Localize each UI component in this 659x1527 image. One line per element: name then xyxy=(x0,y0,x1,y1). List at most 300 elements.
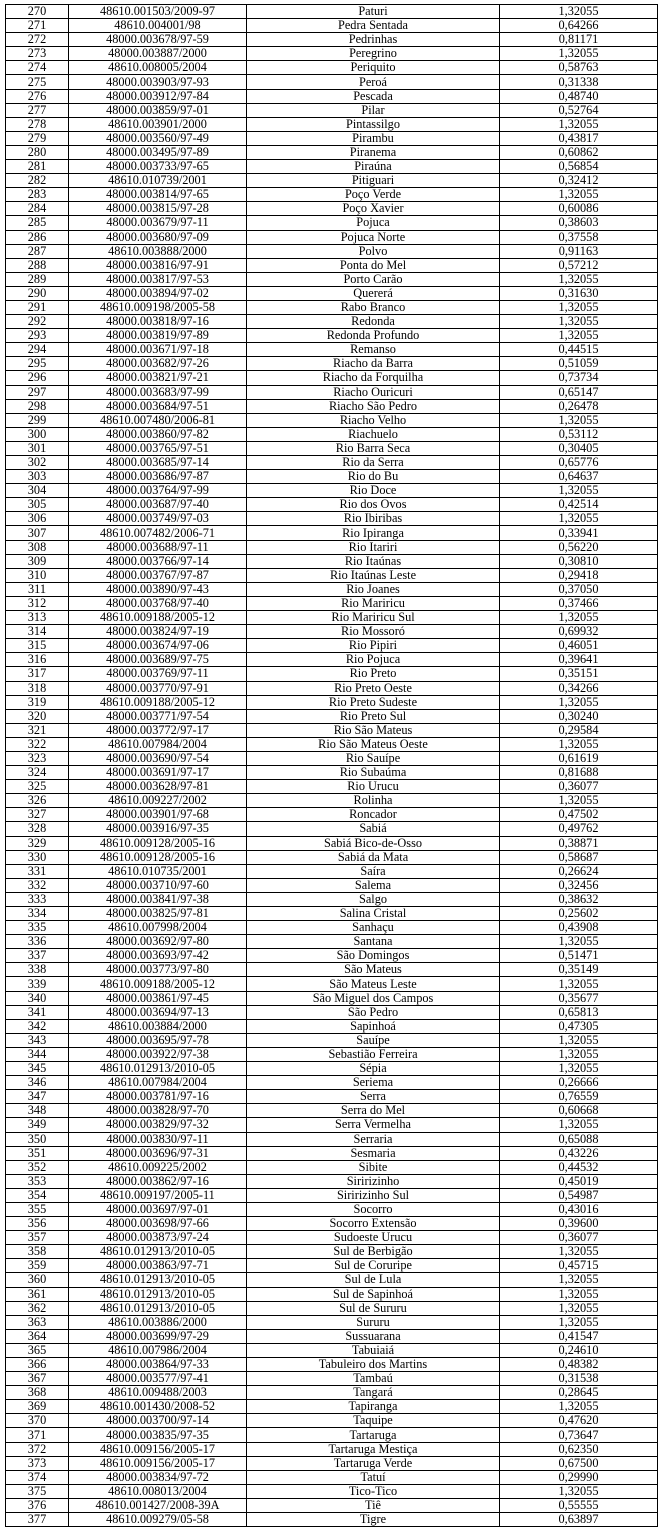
row-number-cell: 315 xyxy=(6,639,69,653)
row-number-cell: 354 xyxy=(6,1188,69,1202)
field-name-cell: Rio Mossoró xyxy=(247,625,500,639)
row-number-cell: 327 xyxy=(6,808,69,822)
row-number-cell: 282 xyxy=(6,174,69,188)
process-number-cell: 48610.001427/2008-39A xyxy=(69,1498,247,1512)
value-cell: 1,32055 xyxy=(500,794,658,808)
process-number-cell: 48610.010739/2001 xyxy=(69,174,247,188)
row-number-cell: 271 xyxy=(6,19,69,33)
value-cell: 1,32055 xyxy=(500,977,658,991)
value-cell: 1,32055 xyxy=(500,272,658,286)
table-row xyxy=(6,737,658,751)
value-cell: 0,65088 xyxy=(500,1132,658,1146)
table-row xyxy=(6,1217,658,1231)
process-number-cell: 48610.007984/2004 xyxy=(69,737,247,751)
value-cell: 0,36077 xyxy=(500,1231,658,1245)
value-cell: 0,51471 xyxy=(500,949,658,963)
row-number-cell: 374 xyxy=(6,1470,69,1484)
table-row xyxy=(6,5,658,19)
field-name-cell: Saíra xyxy=(247,864,500,878)
table-row xyxy=(6,625,658,639)
process-number-cell: 48000.003819/97-89 xyxy=(69,329,247,343)
process-number-cell: 48000.003862/97-16 xyxy=(69,1174,247,1188)
process-number-cell: 48000.003683/97-99 xyxy=(69,385,247,399)
field-name-cell: Tangará xyxy=(247,1386,500,1400)
field-name-cell: Sapinhoá xyxy=(247,1019,500,1033)
value-cell: 0,65776 xyxy=(500,456,658,470)
value-cell: 0,26478 xyxy=(500,399,658,413)
table-row xyxy=(6,1174,658,1188)
row-number-cell: 344 xyxy=(6,1047,69,1061)
process-number-cell: 48610.003884/2000 xyxy=(69,1019,247,1033)
field-name-cell: Remanso xyxy=(247,343,500,357)
value-cell: 0,60086 xyxy=(500,202,658,216)
row-number-cell: 353 xyxy=(6,1174,69,1188)
row-number-cell: 361 xyxy=(6,1287,69,1301)
row-number-cell: 309 xyxy=(6,554,69,568)
value-cell: 1,32055 xyxy=(500,935,658,949)
process-number-cell: 48000.003912/97-84 xyxy=(69,89,247,103)
row-number-cell: 326 xyxy=(6,794,69,808)
value-cell: 0,49762 xyxy=(500,822,658,836)
row-number-cell: 367 xyxy=(6,1372,69,1386)
table-row xyxy=(6,639,658,653)
value-cell: 0,62350 xyxy=(500,1442,658,1456)
row-number-cell: 318 xyxy=(6,681,69,695)
process-number-cell: 48000.003678/97-59 xyxy=(69,33,247,47)
value-cell: 0,44532 xyxy=(500,1160,658,1174)
table-row xyxy=(6,540,658,554)
value-cell: 0,48740 xyxy=(500,89,658,103)
table-row xyxy=(6,19,658,33)
row-number-cell: 351 xyxy=(6,1146,69,1160)
table-row xyxy=(6,1498,658,1512)
field-name-cell: Tabuiaiá xyxy=(247,1343,500,1357)
process-number-cell: 48610.009279/05-58 xyxy=(69,1513,247,1527)
value-cell: 0,60862 xyxy=(500,145,658,159)
value-cell: 0,57212 xyxy=(500,258,658,272)
process-number-cell: 48000.003863/97-71 xyxy=(69,1259,247,1273)
row-number-cell: 290 xyxy=(6,286,69,300)
value-cell: 1,32055 xyxy=(500,695,658,709)
row-number-cell: 332 xyxy=(6,878,69,892)
table-row xyxy=(6,582,658,596)
value-cell: 0,44515 xyxy=(500,343,658,357)
table-row xyxy=(6,160,658,174)
row-number-cell: 314 xyxy=(6,625,69,639)
value-cell: 0,35677 xyxy=(500,991,658,1005)
value-cell: 0,25602 xyxy=(500,907,658,921)
row-number-cell: 357 xyxy=(6,1231,69,1245)
row-number-cell: 289 xyxy=(6,272,69,286)
table-row xyxy=(6,554,658,568)
process-number-cell: 48000.003890/97-43 xyxy=(69,582,247,596)
process-number-cell: 48610.009488/2003 xyxy=(69,1386,247,1400)
process-number-cell: 48000.003768/97-40 xyxy=(69,596,247,610)
field-name-cell: Rio da Serra xyxy=(247,456,500,470)
table-row xyxy=(6,1202,658,1216)
field-name-cell: Rio Preto xyxy=(247,667,500,681)
field-name-cell: Peregrino xyxy=(247,47,500,61)
table-row xyxy=(6,1470,658,1484)
field-name-cell: Serra xyxy=(247,1090,500,1104)
value-cell: 0,28645 xyxy=(500,1386,658,1400)
field-name-cell: Sauípe xyxy=(247,1033,500,1047)
process-number-cell: 48000.003699/97-29 xyxy=(69,1329,247,1343)
field-name-cell: Serra do Mel xyxy=(247,1104,500,1118)
process-number-cell: 48610.008005/2004 xyxy=(69,61,247,75)
row-number-cell: 330 xyxy=(6,850,69,864)
row-number-cell: 333 xyxy=(6,892,69,906)
table-row xyxy=(6,258,658,272)
process-number-cell: 48610.003886/2000 xyxy=(69,1315,247,1329)
field-name-cell: Sanhaçu xyxy=(247,921,500,935)
table-row xyxy=(6,1273,658,1287)
table-row xyxy=(6,470,658,484)
field-name-cell: Sebastião Ferreira xyxy=(247,1047,500,1061)
row-number-cell: 288 xyxy=(6,258,69,272)
field-name-cell: Piranema xyxy=(247,145,500,159)
process-number-cell: 48000.003674/97-06 xyxy=(69,639,247,653)
field-name-cell: Sibite xyxy=(247,1160,500,1174)
value-cell: 0,43908 xyxy=(500,921,658,935)
row-number-cell: 320 xyxy=(6,709,69,723)
field-name-cell: Pitiguari xyxy=(247,174,500,188)
process-number-cell: 48000.003903/97-93 xyxy=(69,75,247,89)
row-number-cell: 372 xyxy=(6,1442,69,1456)
field-name-cell: Rolinha xyxy=(247,794,500,808)
value-cell: 0,30240 xyxy=(500,709,658,723)
row-number-cell: 291 xyxy=(6,300,69,314)
value-cell: 1,32055 xyxy=(500,117,658,131)
table-row xyxy=(6,188,658,202)
row-number-cell: 294 xyxy=(6,343,69,357)
field-name-cell: Tiê xyxy=(247,1498,500,1512)
row-number-cell: 311 xyxy=(6,582,69,596)
table-row xyxy=(6,935,658,949)
row-number-cell: 366 xyxy=(6,1358,69,1372)
field-name-cell: Pescada xyxy=(247,89,500,103)
table-row xyxy=(6,456,658,470)
process-number-cell: 48610.012913/2010-05 xyxy=(69,1273,247,1287)
table-row xyxy=(6,216,658,230)
row-number-cell: 358 xyxy=(6,1245,69,1259)
value-cell: 0,76559 xyxy=(500,1090,658,1104)
value-cell: 1,32055 xyxy=(500,1245,658,1259)
table-row xyxy=(6,568,658,582)
field-name-cell: Rio São Mateus Oeste xyxy=(247,737,500,751)
field-name-cell: Rio Joanes xyxy=(247,582,500,596)
process-number-cell: 48000.003679/97-11 xyxy=(69,216,247,230)
field-name-cell: Poço Verde xyxy=(247,188,500,202)
table-row xyxy=(6,75,658,89)
row-number-cell: 274 xyxy=(6,61,69,75)
field-name-cell: Rio Itariri xyxy=(247,540,500,554)
table-row xyxy=(6,272,658,286)
value-cell: 1,32055 xyxy=(500,188,658,202)
field-name-cell: Redonda Profundo xyxy=(247,329,500,343)
process-number-cell: 48000.003680/97-09 xyxy=(69,230,247,244)
row-number-cell: 363 xyxy=(6,1315,69,1329)
row-number-cell: 293 xyxy=(6,329,69,343)
table-row xyxy=(6,822,658,836)
table-row xyxy=(6,1033,658,1047)
table-row xyxy=(6,1372,658,1386)
process-number-cell: 48000.003861/97-45 xyxy=(69,991,247,1005)
field-name-cell: Sussuarana xyxy=(247,1329,500,1343)
value-cell: 0,38603 xyxy=(500,216,658,230)
process-number-cell: 48000.003821/97-21 xyxy=(69,371,247,385)
table-row xyxy=(6,977,658,991)
process-number-cell: 48000.003684/97-51 xyxy=(69,399,247,413)
row-number-cell: 373 xyxy=(6,1456,69,1470)
table-row xyxy=(6,1005,658,1019)
table-row xyxy=(6,1287,658,1301)
process-number-cell: 48000.003769/97-11 xyxy=(69,667,247,681)
table-row xyxy=(6,1076,658,1090)
value-cell: 0,53112 xyxy=(500,427,658,441)
process-number-cell: 48000.003841/97-38 xyxy=(69,892,247,906)
value-cell: 0,52764 xyxy=(500,103,658,117)
field-name-cell: Sul de Sururu xyxy=(247,1301,500,1315)
table-row xyxy=(6,1456,658,1470)
table-row xyxy=(6,315,658,329)
row-number-cell: 299 xyxy=(6,413,69,427)
field-name-cell: Pirambu xyxy=(247,131,500,145)
row-number-cell: 277 xyxy=(6,103,69,117)
table-row xyxy=(6,1019,658,1033)
value-cell: 0,73647 xyxy=(500,1428,658,1442)
field-name-cell: Sabiá da Mata xyxy=(247,850,500,864)
process-number-cell: 48610.009156/2005-17 xyxy=(69,1456,247,1470)
process-number-cell: 48000.003577/97-41 xyxy=(69,1372,247,1386)
table-row xyxy=(6,371,658,385)
value-cell: 1,32055 xyxy=(500,1118,658,1132)
value-cell: 1,32055 xyxy=(500,737,658,751)
value-cell: 1,32055 xyxy=(500,1287,658,1301)
table-row xyxy=(6,47,658,61)
value-cell: 0,30405 xyxy=(500,441,658,455)
field-name-cell: Ponta do Mel xyxy=(247,258,500,272)
value-cell: 0,33941 xyxy=(500,526,658,540)
value-cell: 0,43817 xyxy=(500,131,658,145)
field-name-cell: Pintassilgo xyxy=(247,117,500,131)
process-number-cell: 48000.003685/97-14 xyxy=(69,456,247,470)
process-number-cell: 48000.003824/97-19 xyxy=(69,625,247,639)
field-name-cell: Sudoeste Urucu xyxy=(247,1231,500,1245)
process-number-cell: 48000.003690/97-54 xyxy=(69,751,247,765)
value-cell: 0,65147 xyxy=(500,385,658,399)
table-row xyxy=(6,300,658,314)
value-cell: 0,64266 xyxy=(500,19,658,33)
value-cell: 0,36077 xyxy=(500,780,658,794)
value-cell: 1,32055 xyxy=(500,484,658,498)
field-name-cell: Rabo Branco xyxy=(247,300,500,314)
field-name-cell: São Mateus Leste xyxy=(247,977,500,991)
value-cell: 0,34266 xyxy=(500,681,658,695)
value-cell: 0,37050 xyxy=(500,582,658,596)
process-number-cell: 48000.003682/97-26 xyxy=(69,357,247,371)
row-number-cell: 377 xyxy=(6,1513,69,1527)
value-cell: 0,24610 xyxy=(500,1343,658,1357)
value-cell: 0,35149 xyxy=(500,963,658,977)
row-number-cell: 342 xyxy=(6,1019,69,1033)
table-row xyxy=(6,596,658,610)
value-cell: 0,58763 xyxy=(500,61,658,75)
table-row xyxy=(6,1329,658,1343)
table-row xyxy=(6,89,658,103)
table-row xyxy=(6,709,658,723)
row-number-cell: 272 xyxy=(6,33,69,47)
field-name-cell: Redonda xyxy=(247,315,500,329)
value-cell: 1,32055 xyxy=(500,315,658,329)
table-row xyxy=(6,850,658,864)
process-number-cell: 48000.003873/97-24 xyxy=(69,1231,247,1245)
process-number-cell: 48000.003693/97-42 xyxy=(69,949,247,963)
table-row xyxy=(6,1358,658,1372)
table-row xyxy=(6,1188,658,1202)
process-number-cell: 48000.003694/97-13 xyxy=(69,1005,247,1019)
value-cell: 0,31538 xyxy=(500,1372,658,1386)
table-row xyxy=(6,512,658,526)
field-name-cell: Piraúna xyxy=(247,160,500,174)
process-number-cell: 48610.009128/2005-16 xyxy=(69,850,247,864)
process-number-cell: 48610.009188/2005-12 xyxy=(69,977,247,991)
row-number-cell: 329 xyxy=(6,836,69,850)
value-cell: 0,81688 xyxy=(500,766,658,780)
table-row xyxy=(6,921,658,935)
row-number-cell: 341 xyxy=(6,1005,69,1019)
field-name-cell: Riacho Velho xyxy=(247,413,500,427)
row-number-cell: 370 xyxy=(6,1414,69,1428)
table-row xyxy=(6,244,658,258)
table-row xyxy=(6,1343,658,1357)
process-number-cell: 48000.003765/97-51 xyxy=(69,441,247,455)
value-cell: 0,47502 xyxy=(500,808,658,822)
field-name-cell: Rio Preto Sudeste xyxy=(247,695,500,709)
row-number-cell: 337 xyxy=(6,949,69,963)
field-name-cell: São Miguel dos Campos xyxy=(247,991,500,1005)
process-number-cell: 48000.003700/97-14 xyxy=(69,1414,247,1428)
row-number-cell: 317 xyxy=(6,667,69,681)
field-name-cell: Socorro xyxy=(247,1202,500,1216)
process-number-cell: 48000.003696/97-31 xyxy=(69,1146,247,1160)
table-row xyxy=(6,1231,658,1245)
process-number-cell: 48000.003817/97-53 xyxy=(69,272,247,286)
process-number-cell: 48000.003692/97-80 xyxy=(69,935,247,949)
field-name-cell: Salgo xyxy=(247,892,500,906)
table-row xyxy=(6,202,658,216)
field-name-cell: Socorro Extensão xyxy=(247,1217,500,1231)
row-number-cell: 322 xyxy=(6,737,69,751)
process-number-cell: 48000.003698/97-66 xyxy=(69,1217,247,1231)
table-row xyxy=(6,343,658,357)
table-row xyxy=(6,230,658,244)
table-row xyxy=(6,1484,658,1498)
field-name-cell: Paturi xyxy=(247,5,500,19)
table-row xyxy=(6,441,658,455)
value-cell: 1,32055 xyxy=(500,1484,658,1498)
row-number-cell: 304 xyxy=(6,484,69,498)
process-number-cell: 48000.003691/97-17 xyxy=(69,766,247,780)
field-name-cell: Serra Vermelha xyxy=(247,1118,500,1132)
value-cell: 0,31338 xyxy=(500,75,658,89)
table-row xyxy=(6,1442,658,1456)
row-number-cell: 292 xyxy=(6,315,69,329)
field-name-cell: Santana xyxy=(247,935,500,949)
table-row xyxy=(6,681,658,695)
value-cell: 1,32055 xyxy=(500,1062,658,1076)
row-number-cell: 338 xyxy=(6,963,69,977)
field-name-cell: São Pedro xyxy=(247,1005,500,1019)
value-cell: 1,32055 xyxy=(500,413,658,427)
value-cell: 0,48382 xyxy=(500,1358,658,1372)
table-row xyxy=(6,780,658,794)
table-row xyxy=(6,526,658,540)
process-number-cell: 48000.003825/97-81 xyxy=(69,907,247,921)
value-cell: 0,38871 xyxy=(500,836,658,850)
process-number-cell: 48610.001503/2009-97 xyxy=(69,5,247,19)
process-number-cell: 48610.009188/2005-12 xyxy=(69,611,247,625)
row-number-cell: 319 xyxy=(6,695,69,709)
value-cell: 0,47620 xyxy=(500,1414,658,1428)
field-name-cell: Sépia xyxy=(247,1062,500,1076)
row-number-cell: 296 xyxy=(6,371,69,385)
table-row xyxy=(6,1245,658,1259)
process-number-cell: 48000.003766/97-14 xyxy=(69,554,247,568)
field-name-cell: Rio Itaúnas Leste xyxy=(247,568,500,582)
field-name-cell: Salina Cristal xyxy=(247,907,500,921)
table-row xyxy=(6,1146,658,1160)
field-name-cell: Rio Barra Seca xyxy=(247,441,500,455)
row-number-cell: 298 xyxy=(6,399,69,413)
process-number-cell: 48000.003922/97-38 xyxy=(69,1047,247,1061)
field-name-cell: Sul de Coruripe xyxy=(247,1259,500,1273)
row-number-cell: 376 xyxy=(6,1498,69,1512)
table-row xyxy=(6,949,658,963)
process-number-cell: 48000.003689/97-75 xyxy=(69,653,247,667)
row-number-cell: 306 xyxy=(6,512,69,526)
field-name-cell: Sabiá xyxy=(247,822,500,836)
process-number-cell: 48000.003671/97-18 xyxy=(69,343,247,357)
process-number-cell: 48000.003688/97-11 xyxy=(69,540,247,554)
field-name-cell: Rio São Mateus xyxy=(247,723,500,737)
table-row xyxy=(6,498,658,512)
value-cell: 1,32055 xyxy=(500,1033,658,1047)
process-number-cell: 48610.009197/2005-11 xyxy=(69,1188,247,1202)
table-row xyxy=(6,991,658,1005)
value-cell: 0,45715 xyxy=(500,1259,658,1273)
process-number-cell: 48000.003710/97-60 xyxy=(69,878,247,892)
field-name-cell: Rio Pojuca xyxy=(247,653,500,667)
table-row xyxy=(6,1414,658,1428)
field-name-cell: Serraria xyxy=(247,1132,500,1146)
process-number-cell: 48000.003816/97-91 xyxy=(69,258,247,272)
table-row xyxy=(6,766,658,780)
process-number-cell: 48610.003901/2000 xyxy=(69,117,247,131)
value-cell: 0,38632 xyxy=(500,892,658,906)
process-number-cell: 48000.003829/97-32 xyxy=(69,1118,247,1132)
row-number-cell: 324 xyxy=(6,766,69,780)
process-number-cell: 48000.003749/97-03 xyxy=(69,512,247,526)
row-number-cell: 348 xyxy=(6,1104,69,1118)
value-cell: 1,32055 xyxy=(500,1315,658,1329)
value-cell: 0,30810 xyxy=(500,554,658,568)
table-row xyxy=(6,1062,658,1076)
process-number-cell: 48610.007998/2004 xyxy=(69,921,247,935)
table-row xyxy=(6,1386,658,1400)
table-row xyxy=(6,427,658,441)
process-number-cell: 48000.003901/97-68 xyxy=(69,808,247,822)
